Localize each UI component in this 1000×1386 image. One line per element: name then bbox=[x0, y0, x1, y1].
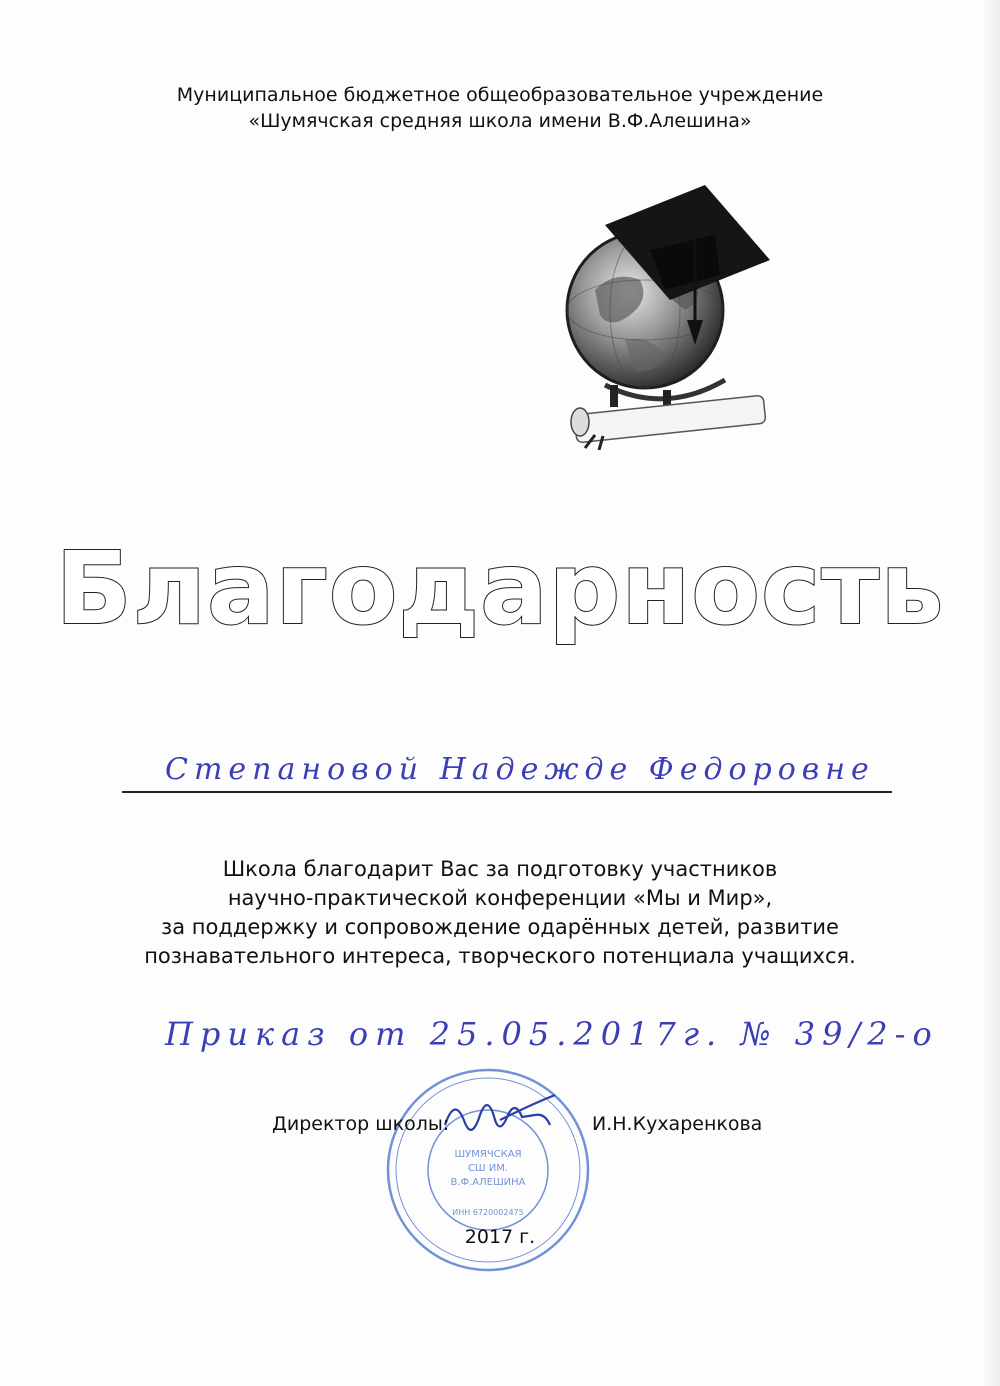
seal-center-line-1: ШУМЯЧСКАЯ bbox=[454, 1149, 522, 1160]
document-title: Благодарность bbox=[55, 530, 945, 647]
globe-graduation-cap-icon bbox=[555, 180, 785, 450]
recipient-name: Степановой Надежде Федоровне bbox=[165, 752, 875, 787]
gratitude-text bbox=[0, 855, 1000, 971]
gratitude-line-1: Школа благодарит Вас за подготовку участников bbox=[222, 857, 778, 881]
institution-line-1: Муниципальное бюджетное общеобразовательное учреждение bbox=[176, 84, 824, 106]
institution-header bbox=[0, 82, 1000, 134]
gratitude-line-2: научно-практической конференции «Мы и Мир», bbox=[227, 886, 773, 910]
order-note: Приказ от 25.05.2017г. № 39/2-о bbox=[165, 1015, 939, 1053]
seal-inn: ИНН 6720002475 bbox=[452, 1208, 524, 1217]
seal-center-line-2: СШ ИМ. bbox=[467, 1163, 509, 1174]
gratitude-line-4: познавательного интереса, творческого потенциала учащихся. bbox=[144, 944, 856, 968]
seal-center-line-3: В.Ф.АЛЕШИНА bbox=[450, 1177, 526, 1188]
director-signature bbox=[440, 1085, 560, 1155]
recipient-underline bbox=[122, 791, 892, 793]
institution-line-2: «Шумячская средняя школа имени В.Ф.Алешина» bbox=[248, 110, 752, 132]
page-edge-shadow bbox=[982, 0, 1000, 1386]
document-year: 2017 г. bbox=[464, 1226, 536, 1248]
gratitude-line-3: за поддержку и сопровождение одарённых детей, развитие bbox=[161, 915, 839, 939]
director-name: И.Н.Кухаренкова bbox=[592, 1113, 763, 1135]
director-label: Директор школы: bbox=[272, 1113, 450, 1135]
